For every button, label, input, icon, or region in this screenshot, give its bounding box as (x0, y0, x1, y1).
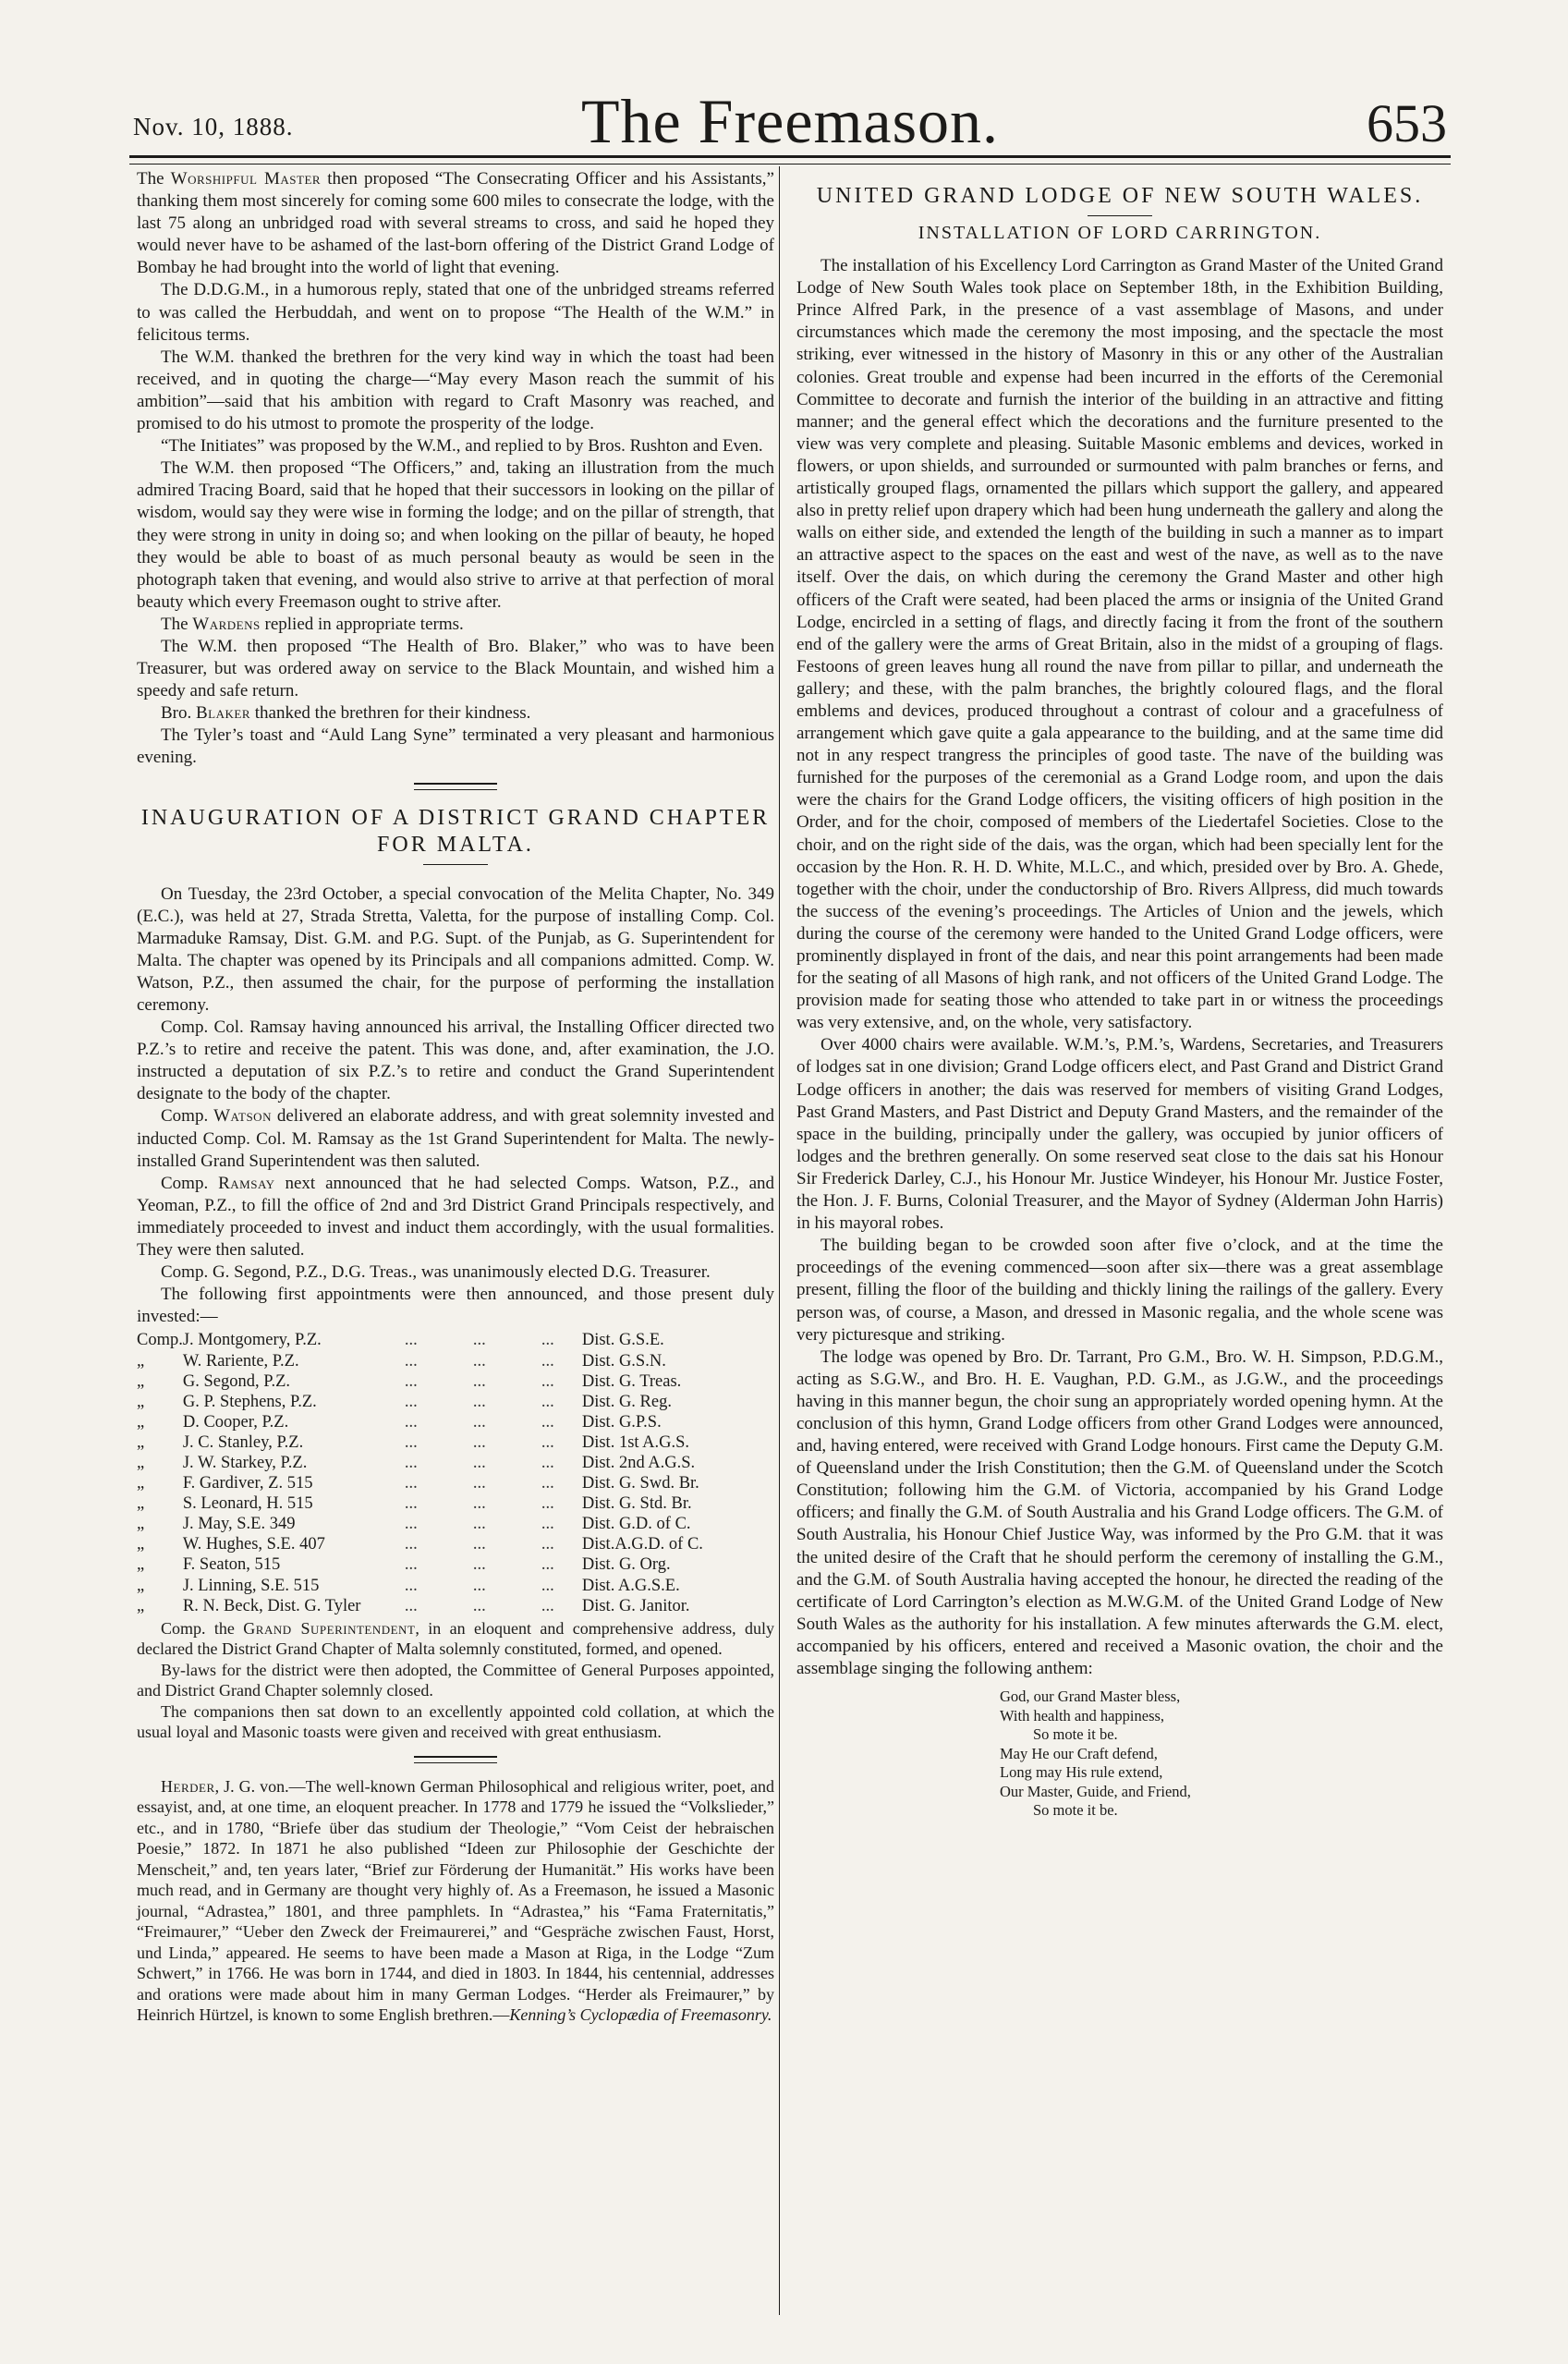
paragraph-malta-1: On Tuesday, the 23rd October, a special convocation of the Melita Chapter, No. 349 (E.C.), was held at 27, Strada Stretta, Valetta, for the purpose of installing Comp. Col. Marmaduke Ramsay, Dist. G.M. and P.G. Supt. of the Punjab, as G. Superintendent for Malta. The chapter was opened by its Principals and all companions admitted. Comp. W. Watson, P.Z., then assumed the chair, for the purpose of performing the installation ceremony. (137, 883, 774, 1015)
leader-dots: ... (404, 1453, 418, 1472)
leader-dots: ... (404, 1494, 418, 1514)
section-separator (414, 783, 497, 790)
leader-dots: ... (404, 1515, 418, 1534)
paragraph-malta-7: Comp. the Grand Superintendent, in an eloquent and comprehensive address, duly declared the District Grand Chapter of Malta solemnly constituted, formed, and opened. (137, 1618, 774, 1659)
appointment-prefix: Comp. (137, 1331, 183, 1350)
paragraph-malta-3: Comp. Watson delivered an elaborate address, and with great solemnity invested and inducted Comp. Col. M. Ramsay as the 1st Grand Superintendent for Malta. The newly-installed Grand Superintendent was then saluted. (137, 1106, 775, 1171)
appointment-office: Dist. G. Treas. (581, 1371, 682, 1391)
appointment-name: J. May, S.E. 349 (182, 1515, 296, 1534)
paragraph-wm-thanks: The W.M. thanked the brethren for the very kind way in which the toast had been received, and in quoting the charge—“May every Mason reach the summit of his ambition”—said that his ambition with regard to Craft Masonry was reached, and promised to do his utmost to promote the prosperity of the lodge. (137, 347, 774, 434)
appointment-row (137, 1453, 774, 1473)
appointment-prefix: „ (137, 1351, 145, 1371)
appointment-prefix: „ (137, 1555, 145, 1575)
leader-dots: ... (541, 1412, 554, 1432)
leader-dots: ... (541, 1453, 554, 1472)
heading-rule (1088, 215, 1152, 216)
appointment-name: G. Segond, P.Z. (182, 1371, 291, 1391)
appointment-row (137, 1534, 774, 1554)
paragraph-malta-4: Comp. Ramsay next announced that he had selected Comps. Watson, P.Z., and Yeoman, P.Z., to fill the office of 2nd and 3rd District Grand Principals respectively, and immediately proceeded to invest and induct them accordingly, with the usual formalities. They were then saluted. (137, 1173, 775, 1261)
appointment-name: R. N. Beck, Dist. G. Tyler (182, 1596, 361, 1615)
leader-dots: ... (472, 1371, 486, 1391)
appointment-name: W. Hughes, S.E. 407 (182, 1535, 325, 1554)
paragraph-malta-8: By-laws for the district were then adopted, the Committee of General Purposes appointed, and District Grand Chapter solemnly closed. (137, 1660, 774, 1700)
appointment-office: Dist. G.P.S. (581, 1412, 662, 1432)
appointment-row (137, 1493, 774, 1514)
paragraph-herder: Herder, J. G. von.—The well-known German Philosophical and religious writer, poet, and essayist, and, at one time, an eloquent preacher. In 1778 and 1779 he issued the “Volkslieder,” etc., and in 1780, “Briefe über das studium der Theologie,” “Vom Ceist der hebraischen Poesie,” 1872. In 1871 he also published “Ideen zur Philosophie der Geschichte der Menscheit,” and, ten years later, “Brief zur Förderung der Humanität.” His works have been much read, and in Germany are thought very highly of. As a Freemason, he issued a Masonic journal, “Adrastea,” 1801, and three pamphlets. In “Adrastea,” his “Fama Fraternitatis,” “Freimaurer,” “Ueber den Zweck der Freimaurerei,” and “Gespräche zwischen Faust, Horst, und Linda,” appeared. He seems to have been made a Mason at Riga, in the Lodge “Zum Schwert,” in 1766. He was born in 1744, and died in 1803. In 1844, his centennial, addresses and orations were made about him in many German Lodges. “Herder als Freimaurer,” by Heinrich Hürtzel, is known to some English brethren.—Kenning’s Cyclopædia of Freemasonry. (137, 1776, 774, 2025)
appointment-office: Dist. G.S.N. (581, 1351, 666, 1371)
heading-rule (423, 864, 488, 865)
paragraph-nsw-1: The installation of his Excellency Lord Carrington as Grand Master of the United Grand Lodge of New South Wales took place on September 18th, in the Exhibition Building, Prince Alfred Park, in the presence of a vast assemblage of Masons, and under circumstances which made the ceremony the most imposing, and the spectacle the most striking, ever witnessed in the history of Masonry in this or any other of the Australian colonies. Great trouble and expense had been incurred in the efforts of the Ceremonial Committee to decorate and furnish the interior of the building in an attractive and fitting manner; and the general effect which the decorations and the furniture presented to the view was very complete and pleasing. Suitable Masonic emblems and devices, worked in flowers, or upon shields, and surrounded or surmounted with palm branches or ferns, and artistically grouped flags, ornamented the pillars which support the gallery, and appeared also in pretty relief upon drapery which had been hung underneath the gallery and along the walls on either side, and extended the length of the building in such a manner as to impart an attractive aspect to the spaces on the east and west of the nave, as well as to the nave itself. Over the dais, on which during the ceremony the Grand Master and other high officers of the Craft were seated, had been placed the arms or insignia of the United Grand Lodge, encircled in a setting of flags, and directly facing it from the front of the southern end of the gallery were the arms of Great Britain, also in the midst of a grouping of flags. Festoons of green leaves hung all round the nave from pillar to pillar, and underneath the gallery; and these, with the palm branches, the brightly coloured flags, and the floral emblems and devices, produced throughout a contrast of colour and a gracefulness of arrangement which gave quite a gala appearance to the building, and at the same time did not in any respect trangress the principles of good taste. The nave of the building was furnished for the purposes of the ceremonial as a Grand Lodge room, and upon the dais were the chairs for the Grand Lodge officers, the visiting officers of high position in the Order, and for the choir, composed of members of the Liedertafel Societies. Close to the choir, and on the right side of the dais, was the organ, which had been specially lent for the occasion by the Hon. R. H. D. White, M.L.C., and which, presided over by Bro. A. Ghede, together with the choir, under the conductorship of Bro. Rivers Allpress, did much towards the success of the evening’s proceedings. The Articles of Union and the jewels, which during the course of the ceremony were handed to the United Grand Lodge officers, were prominently displayed in front of the dais, and near this point arrangements had been made for the seating of all Masons of high rank, and not officers of the United Grand Lodge. The provision made for seating those who attended to take part in or witness the proceedings was very extensive, and, on the whole, very satisfactory. (796, 256, 1443, 1033)
leader-dots: ... (472, 1453, 486, 1472)
appointment-name: J. Montgomery, P.Z. (182, 1331, 322, 1350)
appointment-name: J. Linning, S.E. 515 (182, 1576, 320, 1595)
paragraph-malta-2: Comp. Col. Ramsay having announced his arrival, the Installing Officer directed two P.Z.’s to retire and receive the patent. This was done, and, after examination, the J.O. instructed a deputation of six P.Z.’s to retire and conduct the Grand Superintendent designate to the body of the chapter. (137, 1017, 774, 1104)
leader-dots: ... (541, 1432, 554, 1452)
appointment-name: F. Gardiver, Z. 515 (182, 1474, 313, 1493)
appointment-office: Dist. G. Reg. (581, 1392, 672, 1411)
appointment-prefix: „ (137, 1474, 145, 1493)
column-divider (779, 166, 780, 2315)
leader-dots: ... (541, 1494, 554, 1514)
anthem-line: So mote it be. (1033, 1725, 1118, 1744)
anthem-line: Long may His rule extend, (1000, 1763, 1163, 1782)
appointment-prefix: „ (137, 1494, 145, 1514)
leader-dots: ... (472, 1474, 486, 1493)
leader-dots: ... (472, 1412, 486, 1432)
leader-dots: ... (472, 1392, 486, 1411)
paragraph-nsw-4: The lodge was opened by Bro. Dr. Tarrant, Pro G.M., Bro. W. H. Simpson, P.D.G.M., acting as S.G.W., and Bro. H. E. Vaughan, P.D. G.M., as J.G.W., and the proceedings having in this manner begun, the choir sung an appropriately worded opening hymn. At the conclusion of this hymn, Grand Lodge officers from other Grand Lodges were announced, and, having entered, were received with Grand Lodge honours. First came the Deputy G.M. of Queensland under the Irish Constitution; then the G.M. of Queensland under the Scotch Constitution; following him the G.M. of Victoria, accompanied by his Grand Lodge officers; and finally the G.M. of South Australia and his Grand Lodge officers. The G.M. of South Australia, his Honour Chief Justice Way, was informed by the Pro G.M. that it was the united desire of the Craft that he should perform the ceremony of installing the G.M., and the G.M. of South Australia having accepted the honour, he directed the reading of the certificate of Lord Carrington’s election as M.W.G.M. of the United Grand Lodge of New South Wales as the authority for his installation. A few minutes afterwards the G.M. elect, accompanied by his officers, entered and received a Masonic ovation, the choir and the assemblage singing the following anthem: (796, 1347, 1443, 1678)
section-separator (414, 1756, 497, 1763)
leader-dots: ... (404, 1412, 418, 1432)
anthem-line: Our Master, Guide, and Friend, (1000, 1782, 1191, 1800)
leader-dots: ... (404, 1474, 418, 1493)
leader-dots: ... (472, 1576, 486, 1595)
paragraph-blaker-thanks: Bro. Blaker thanked the brethren for their kindness. (161, 703, 531, 724)
paragraph-tyler-toast: The Tyler’s toast and “Auld Lang Syne” terminated a very pleasant and harmonious evening. (137, 725, 774, 768)
leader-dots: ... (404, 1576, 418, 1595)
page-header (129, 86, 1451, 156)
leader-dots: ... (472, 1331, 486, 1350)
appointment-name: J. W. Starkey, P.Z. (182, 1453, 308, 1472)
masthead-title: The Freemason. (580, 86, 1000, 156)
paragraph-nsw-3: The building began to be crowded soon after five o’clock, and at the time the proceedings of the evening commenced—soon after six—there was a great assemblage present, filling the floor of the building and thickly lining the railings of the gallery. Every person was, of course, a Mason, and dressed in Masonic regalia, and the whole scene was very picturesque and striking. (796, 1236, 1443, 1345)
leader-dots: ... (404, 1432, 418, 1452)
appointment-office: Dist. 1st A.G.S. (581, 1432, 690, 1452)
nsw-subheading: INSTALLATION OF LORD CARRINGTON. (918, 223, 1322, 243)
paragraph-ddgm-reply: The D.D.G.M., in a humorous reply, stated that one of the unbridged streams referred to was called the Herbuddah, and went on to propose “The Health of the W.M.” in felicitous terms. (137, 280, 774, 345)
appointment-row (137, 1351, 774, 1371)
leader-dots: ... (541, 1474, 554, 1493)
appointment-row (137, 1596, 774, 1616)
page-number: 653 (1367, 93, 1447, 153)
paragraph-officers-toast: The W.M. then proposed “The Officers,” and, taking an illustration from the much admired Tracing Board, said that he hoped that their successors in looking on the pillar of wisdom, would say they were wise in forming the lodge; and on the pillar of strength, that they were strong in unity in doing so; and when looking on the pillar of beauty, he hoped they would be able to boast of as much personal beauty as would be seen in the photograph taken that evening, and would also strive to arrive at that perfection of moral beauty which every Freemason ought to strive after. (137, 458, 774, 612)
appointment-office: Dist. G. Std. Br. (581, 1494, 692, 1514)
anthem-line: May He our Craft defend, (1000, 1744, 1158, 1762)
appointment-prefix: „ (137, 1576, 145, 1595)
leader-dots: ... (541, 1555, 554, 1575)
appointment-office: Dist. 2nd A.G.S. (581, 1453, 696, 1472)
paragraph-nsw-2: Over 4000 chairs were available. W.M.’s, P.M.’s, Wardens, Secretaries, and Treasurers of lodges sat in one division; Grand Lodge officers elect, and Past Grand and District Grand Lodge officers in another; the dais was reserved for members of visiting Grand Lodges, Past Grand Masters, and Past District and Deputy Grand Masters, and the remainder of the space in the building, principally under the gallery, was occupied by junior officers of lodges and the brethren generally. On some reserved seat close to the dais sat his Honour Sir Frederick Darley, C.J., his Honour Mr. Justice Windeyer, his Honour Mr. Justice Foster, the Hon. J. F. Burns, Colonial Treasurer, and the Mayor of Sydney (Alderman John Harris) in his mayoral robes. (796, 1035, 1443, 1234)
paragraph-consecrating-toast: The Worshipful Master then proposed “The Consecrating Officer and his Assistants,” thanking them most sincerely for coming some 600 miles to consecrate the lodge, with the last 75 along an unbridged road with several streams to cross, and said he hoped they would never have to be ashamed of the last-born offering of the District Grand Lodge of Bombay he had brought into the world of light that evening. (137, 169, 774, 278)
leader-dots: ... (404, 1331, 418, 1350)
appointment-row (137, 1473, 774, 1493)
paragraph-initiates: “The Initiates” was proposed by the W.M., and replied to by Bros. Rushton and Even. (161, 436, 763, 457)
appointment-name: J. C. Stanley, P.Z. (182, 1432, 304, 1452)
left-column (137, 168, 774, 2026)
leader-dots: ... (541, 1515, 554, 1534)
leader-dots: ... (541, 1535, 554, 1554)
right-column (796, 168, 1443, 1821)
malta-heading: INAUGURATION OF A DISTRICT GRAND CHAPTER FOR MALTA. (140, 805, 771, 857)
appointment-name: G. P. Stephens, P.Z. (182, 1392, 317, 1411)
appointment-row (137, 1371, 774, 1392)
paragraph-malta-6: The following first appointments were then announced, and those present duly invested:— (137, 1285, 774, 1327)
appointment-office: Dist. G. Org. (581, 1555, 671, 1575)
leader-dots: ... (472, 1596, 486, 1615)
appointment-office: Dist. G.D. of C. (581, 1515, 691, 1534)
appointment-row (137, 1554, 774, 1575)
leader-dots: ... (541, 1392, 554, 1411)
appointment-prefix: „ (137, 1535, 145, 1554)
nsw-heading: UNITED GRAND LODGE OF NEW SOUTH WALES. (816, 184, 1424, 208)
paragraph-malta-5: Comp. G. Segond, P.Z., D.G. Treas., was unanimously elected D.G. Treasurer. (161, 1262, 711, 1283)
leader-dots: ... (404, 1351, 418, 1371)
anthem-line: So mote it be. (1033, 1801, 1118, 1820)
leader-dots: ... (404, 1596, 418, 1615)
appointment-name: D. Cooper, P.Z. (182, 1412, 289, 1432)
anthem-line: With health and happiness, (1000, 1706, 1165, 1724)
leader-dots: ... (541, 1351, 554, 1371)
leader-dots: ... (404, 1392, 418, 1411)
appointment-row (137, 1514, 774, 1534)
appointment-office: Dist.A.G.D. of C. (581, 1535, 703, 1554)
leader-dots: ... (541, 1596, 554, 1615)
leader-dots: ... (541, 1371, 554, 1391)
leader-dots: ... (472, 1555, 486, 1575)
leader-dots: ... (472, 1535, 486, 1554)
appointment-prefix: „ (137, 1392, 145, 1411)
appointment-row (137, 1392, 774, 1412)
appointment-office: Dist. G. Janitor. (581, 1596, 690, 1615)
appointment-row (137, 1432, 774, 1453)
leader-dots: ... (472, 1432, 486, 1452)
appointment-row (137, 1412, 774, 1432)
appointment-prefix: „ (137, 1371, 145, 1391)
appointment-prefix: „ (137, 1432, 145, 1452)
appointment-row (137, 1330, 774, 1350)
leader-dots: ... (472, 1494, 486, 1514)
appointment-row (137, 1576, 774, 1596)
leader-dots: ... (472, 1515, 486, 1534)
appointment-prefix: „ (137, 1515, 145, 1534)
appointment-office: Dist. G.S.E. (581, 1331, 664, 1350)
appointment-name: W. Rariente, P.Z. (182, 1351, 299, 1371)
header-rule (129, 155, 1451, 165)
leader-dots: ... (404, 1555, 418, 1575)
appointment-name: F. Seaton, 515 (182, 1555, 281, 1575)
leader-dots: ... (472, 1351, 486, 1371)
leader-dots: ... (541, 1576, 554, 1595)
appointments-table (137, 1330, 774, 1615)
appointment-prefix: „ (137, 1453, 145, 1472)
appointment-office: Dist. A.G.S.E. (581, 1576, 680, 1595)
issue-date: Nov. 10, 1888. (133, 113, 294, 140)
leader-dots: ... (404, 1371, 418, 1391)
appointment-name: S. Leonard, H. 515 (182, 1494, 313, 1514)
anthem-line: God, our Grand Master bless, (1000, 1688, 1181, 1706)
paragraph-blaker-health: The W.M. then proposed “The Health of Bro. Blaker,” who was to have been Treasurer, but was ordered away on service to the Black Mountain, and wished him a speedy and safe return. (137, 636, 774, 701)
appointment-prefix: „ (137, 1412, 145, 1432)
leader-dots: ... (404, 1535, 418, 1554)
anthem-verse (1000, 1688, 1240, 1821)
leader-dots: ... (541, 1331, 554, 1350)
paragraph-malta-9: The companions then sat down to an excellently appointed cold collation, at which the usual loyal and Masonic toasts were given and received with great enthusiasm. (137, 1701, 774, 1742)
appointment-prefix: „ (137, 1596, 145, 1615)
paragraph-wardens: The Wardens replied in appropriate terms. (161, 614, 464, 634)
appointment-office: Dist. G. Swd. Br. (581, 1474, 699, 1493)
